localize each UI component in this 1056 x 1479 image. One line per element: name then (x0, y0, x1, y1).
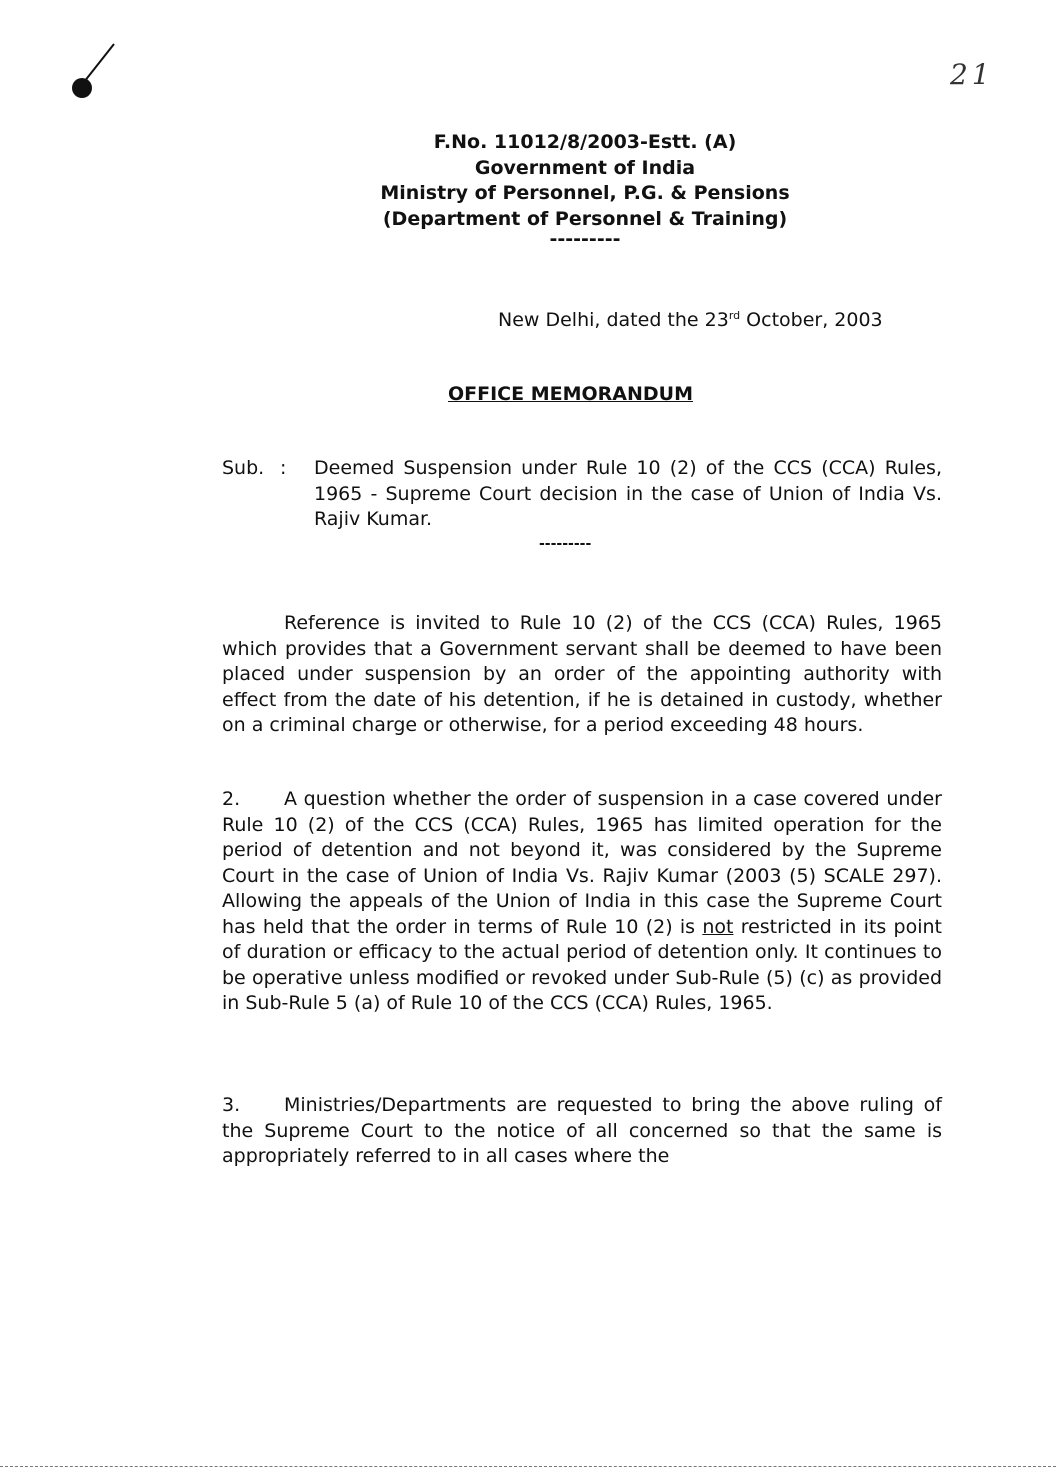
header-separator: --------- (549, 228, 621, 250)
subject-separator: --------- (539, 536, 592, 552)
date-rest: October, 2003 (740, 309, 883, 331)
paragraph-3 (222, 1093, 942, 1170)
department-name: (Department of Personnel & Training) (382, 207, 788, 230)
paragraph-2-text-a: A question whether the order of suspension in a case covered under Rule 10 (2) of the CCS (CCA) Rules, 1965 has limited operation for the period of detention and not beyond it, was considered by the Supreme Court in the case of Union of India Vs. Rajiv Kumar (2003 (5) SCALE 297). Allowing the appeals of the Union of India in this case the Supreme Court has held that the order in terms of Rule 10 (2) is (222, 788, 942, 938)
paragraph-2 (222, 787, 942, 1017)
paragraph-2-number: 2. (222, 788, 241, 810)
document-header (300, 130, 870, 250)
date-ordinal-suffix: rd (728, 309, 741, 322)
punch-hole-mark-icon (68, 40, 118, 102)
scan-edge-line (0, 1466, 1056, 1467)
paragraph-3-number: 3. (222, 1094, 241, 1116)
date-prefix: New Delhi, dated the 23 (498, 309, 729, 331)
paragraph-1: Reference is invited to Rule 10 (2) of the CCS (CCA) Rules, 1965 which provides that a Government servant shall be deemed to have been placed under suspension by an order of the appointing authority with effect from the date of his detention, if he is detained in custody, whether on a criminal charge or otherwise, for a period exceeding 48 hours. (222, 612, 942, 736)
file-number: F.No. 11012/8/2003-Estt. (A) (433, 131, 737, 153)
subject-colon: : (280, 457, 287, 479)
ministry-name: Ministry of Personnel, P.G. & Pensions (380, 182, 790, 204)
subject-text: Deemed Suspension under Rule 10 (2) of the CCS (CCA) Rules, 1965 - Supreme Court decision in the case of Union of India Vs. Rajiv Kumar. (314, 457, 942, 530)
government-name: Government of India (474, 156, 696, 179)
paragraph-3-text: Ministries/Departments are requested to bring the above ruling of the Supreme Court to the notice of all concerned so that the same is appropriately referred to in all cases where the (222, 1094, 942, 1167)
date-line (498, 309, 883, 331)
page-number: 21 (950, 58, 994, 91)
memo-title: OFFICE MEMORANDUM (448, 383, 694, 405)
paragraph-2-emphasis: not (702, 915, 734, 938)
paragraph-2-text-b: restricted in its point of duration or efficacy to the actual period of detention only. It continues to be operative unless modified or revoked under Sub-Rule (5) (c) as provided in Sub-Rule 5 (a) of Rule 10 of the CCS (CCA) Rules, 1965. (222, 915, 943, 1014)
subject-label: Sub. (222, 457, 265, 479)
